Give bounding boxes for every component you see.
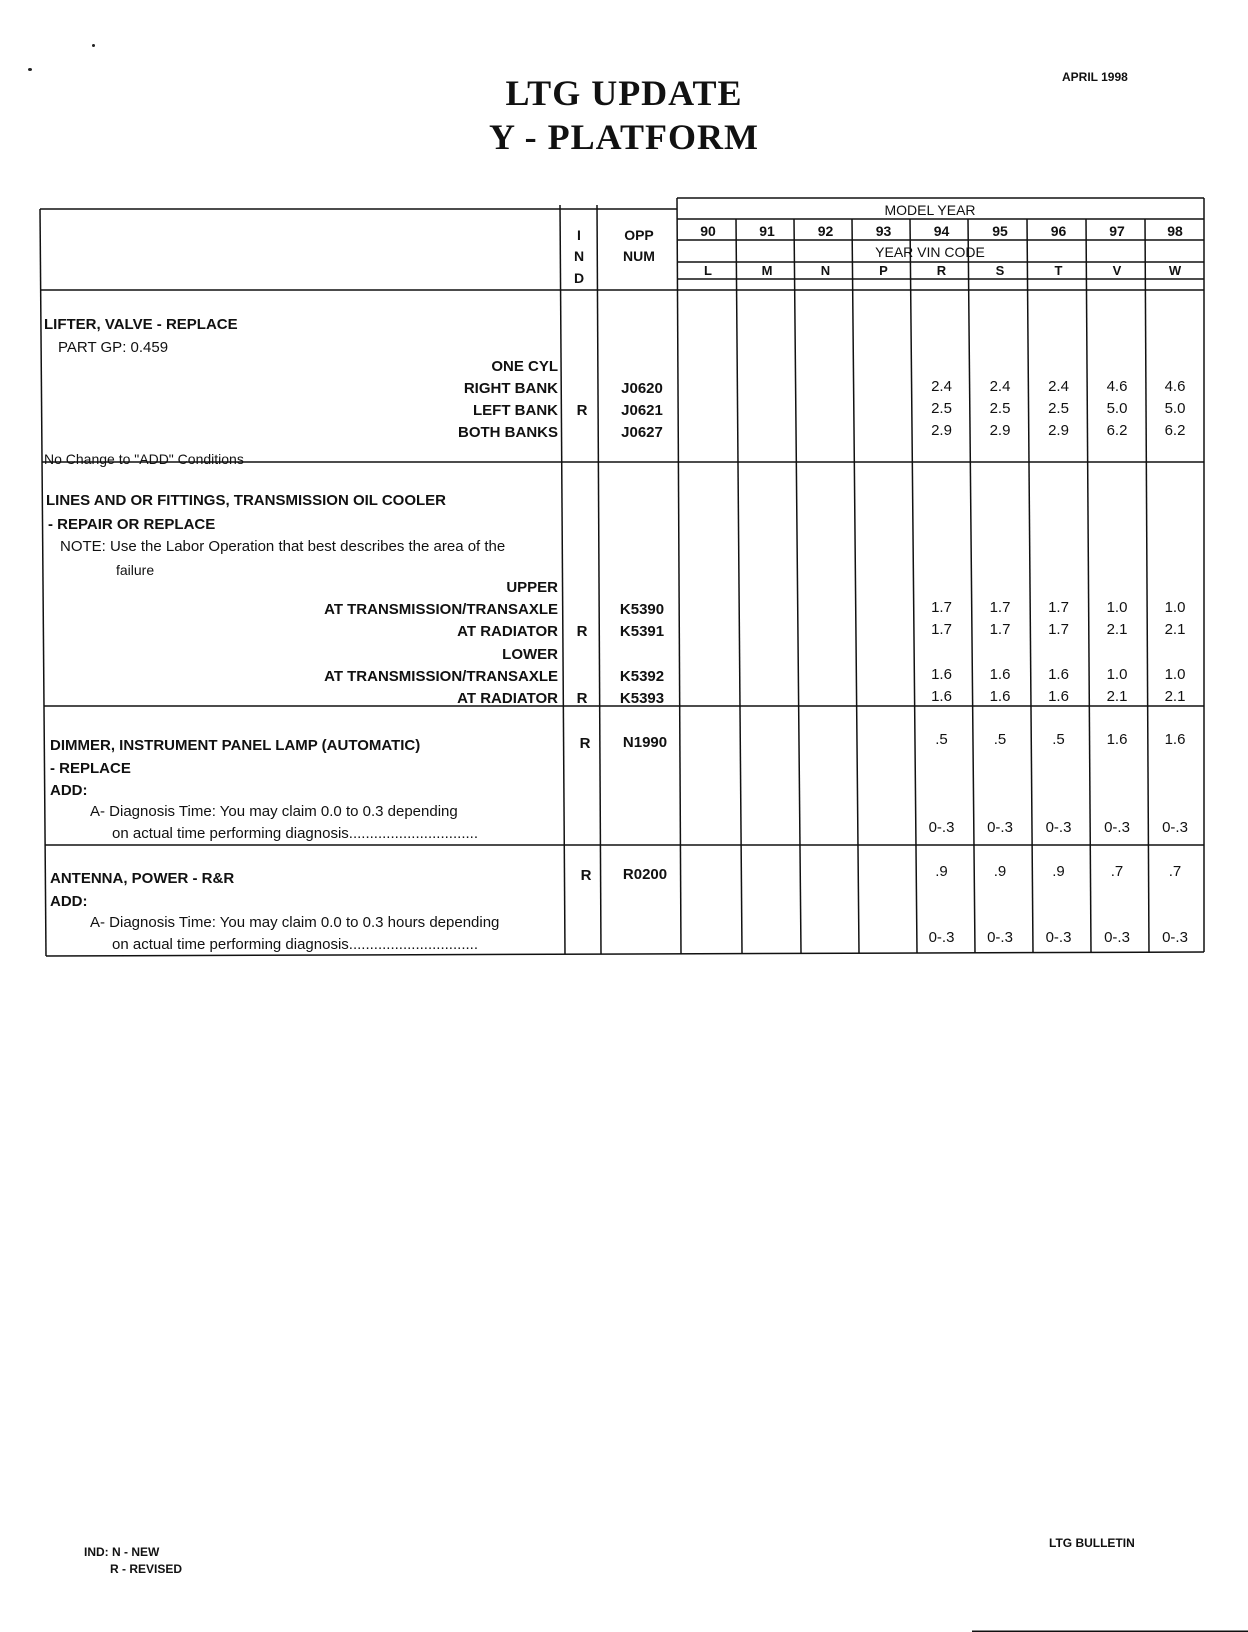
labor-time-value: 1.0 <box>1106 666 1128 683</box>
row-label: AT TRANSMISSION/TRANSAXLE <box>324 668 558 685</box>
sub-label-lower: LOWER <box>502 646 558 663</box>
labor-time-value: 1.6 <box>989 666 1011 683</box>
labor-time-value: 1.7 <box>989 599 1011 616</box>
labor-time-value: 2.9 <box>1048 422 1069 439</box>
section-note: No Change to "ADD" Conditions <box>44 451 244 467</box>
sub-label-one-cyl: ONE CYL <box>491 358 558 375</box>
labor-time-value: 1.7 <box>1048 621 1069 638</box>
opp-number: J0621 <box>621 402 663 419</box>
model-year-cell: 94 <box>933 223 950 239</box>
labor-time-value: 4.6 <box>1106 378 1128 395</box>
vin-code-cell: S <box>995 263 1005 278</box>
labor-time-value: .5 <box>993 731 1007 748</box>
labor-time-value: 0-.3 <box>1045 929 1072 946</box>
row-label: AT RADIATOR <box>457 623 558 640</box>
labor-time-value: 1.6 <box>931 666 952 683</box>
labor-time-value: 5.0 <box>1106 400 1128 417</box>
row-label: LEFT BANK <box>473 402 558 419</box>
labor-time-value: 2.5 <box>1048 400 1069 417</box>
vin-code-cell: T <box>1054 263 1063 278</box>
labor-time-value: 0-.3 <box>987 819 1013 836</box>
opp-number: K5390 <box>619 601 665 618</box>
labor-time-value: 0-.3 <box>1104 929 1130 946</box>
labor-time-value: 0-.3 <box>1162 929 1188 946</box>
model-year-cell: 91 <box>759 223 775 239</box>
labor-time-value: 2.4 <box>1048 378 1069 395</box>
model-year-header: MODEL YEAR <box>884 202 976 218</box>
opp-number: R0200 <box>622 866 668 883</box>
labor-time-value: 6.2 <box>1164 422 1186 439</box>
labor-time-value: 0-.3 <box>1104 819 1130 836</box>
page-subtitle: Y - PLATFORM <box>489 117 759 157</box>
opp-number: J0627 <box>621 424 663 441</box>
labor-time-value: 0-.3 <box>1045 819 1072 836</box>
opp-number: K5392 <box>619 668 665 685</box>
labor-time-value: 1.6 <box>989 688 1011 705</box>
labor-time-value: 4.6 <box>1164 378 1186 395</box>
section-subtitle-lines: - REPAIR OR REPLACE <box>48 516 216 533</box>
labor-time-value: 0-.3 <box>928 819 955 836</box>
note-line: failure <box>116 562 155 578</box>
opp-number: N1990 <box>622 734 668 751</box>
labor-time-value: 0-.3 <box>987 929 1013 946</box>
vin-code-cell: V <box>1112 263 1122 278</box>
labor-time-value: .9 <box>1052 863 1065 880</box>
opp-number: K5393 <box>619 690 665 707</box>
vin-code-cell: P <box>879 263 888 278</box>
ind-header-letter: N <box>573 248 585 264</box>
labor-time-value: .5 <box>935 731 948 748</box>
labor-time-value: 2.5 <box>931 400 952 417</box>
row-label: AT TRANSMISSION/TRANSAXLE <box>324 601 558 618</box>
labor-time-value: 1.7 <box>1048 599 1069 616</box>
sub-label-upper: UPPER <box>506 579 558 596</box>
section-title-dimmer: DIMMER, INSTRUMENT PANEL LAMP (AUTOMATIC) <box>50 737 421 754</box>
diagnosis-line: A- Diagnosis Time: You may claim 0.0 to 0.3 depending <box>90 803 458 820</box>
labor-time-value: 0-.3 <box>1162 819 1188 836</box>
labor-time-value: 1.7 <box>989 621 1011 638</box>
labor-time-value: .7 <box>1110 863 1124 880</box>
labor-time-value: 0-.3 <box>928 929 955 946</box>
section-title-lifter: LIFTER, VALVE - REPLACE <box>44 316 238 333</box>
labor-time-value: 1.6 <box>931 688 952 705</box>
section-title-lines: LINES AND OR FITTINGS, TRANSMISSION OIL COOLER <box>46 492 447 509</box>
ind-legend-new: IND: N - NEW <box>84 1545 160 1559</box>
opp-number: K5391 <box>619 623 665 640</box>
labor-time-value: 1.0 <box>1164 666 1186 683</box>
labor-time-value: 2.1 <box>1164 621 1186 638</box>
model-year-cell: 96 <box>1050 223 1067 239</box>
diagnosis-line: on actual time performing diagnosis............................... <box>112 936 478 953</box>
model-year-cell: 92 <box>817 223 834 239</box>
labor-time-value: 1.7 <box>931 621 952 638</box>
ind-legend-revised: R - REVISED <box>110 1562 183 1576</box>
labor-time-value: 2.1 <box>1106 688 1128 705</box>
num-header: NUM <box>623 248 655 264</box>
vin-code-cell: W <box>1168 263 1182 278</box>
labor-time-value: 1.7 <box>931 599 952 616</box>
vin-code-cell: M <box>761 263 773 278</box>
labor-time-value: 2.5 <box>989 400 1011 417</box>
part-group: PART GP: 0.459 <box>58 339 169 356</box>
model-year-cell: 98 <box>1167 223 1183 239</box>
vin-code-header: YEAR VIN CODE <box>875 244 985 260</box>
model-year-cell: 90 <box>700 223 716 239</box>
row-label: RIGHT BANK <box>463 380 558 397</box>
page-title: LTG UPDATE <box>505 73 743 113</box>
add-label: ADD: <box>50 893 88 910</box>
labor-time-value: 1.0 <box>1164 599 1186 616</box>
ind-header-letter: D <box>573 270 585 286</box>
labor-time-value: 1.6 <box>1164 731 1186 748</box>
section-title-antenna: ANTENNA, POWER - R&R <box>50 870 235 887</box>
labor-time-value: 2.1 <box>1106 621 1128 638</box>
diagnosis-line: on actual time performing diagnosis............................... <box>112 825 478 842</box>
labor-time-value: 2.9 <box>989 422 1011 439</box>
labor-time-value: 6.2 <box>1106 422 1128 439</box>
add-label: ADD: <box>50 782 88 799</box>
vin-code-cell: N <box>820 263 831 278</box>
labor-time-value: .9 <box>993 863 1007 880</box>
row-label: BOTH BANKS <box>458 424 558 441</box>
labor-time-value: 1.6 <box>1048 688 1069 705</box>
ind-value: R <box>576 690 588 707</box>
ind-value: R <box>576 402 588 419</box>
ind-value: R <box>579 735 591 752</box>
note-line: NOTE: Use the Labor Operation that best describes the area of the <box>60 538 506 555</box>
labor-time-value: 2.9 <box>931 422 952 439</box>
labor-time-value: 1.6 <box>1048 666 1069 683</box>
labor-time-value: 1.6 <box>1106 731 1128 748</box>
model-year-cell: 97 <box>1109 223 1125 239</box>
row-label: AT RADIATOR <box>457 690 558 707</box>
bulletin-label: LTG BULLETIN <box>1049 1536 1135 1550</box>
issue-date: APRIL 1998 <box>1062 70 1128 84</box>
ind-header-letter: I <box>577 227 581 243</box>
model-year-cell: 95 <box>992 223 1008 239</box>
labor-time-value: 2.4 <box>931 378 952 395</box>
vin-code-cell: L <box>704 263 712 278</box>
ind-value: R <box>580 867 592 884</box>
labor-time-value: 5.0 <box>1164 400 1186 417</box>
opp-number: J0620 <box>621 380 663 397</box>
vin-code-cell: R <box>936 263 947 278</box>
ind-value: R <box>576 623 588 640</box>
labor-time-value: 2.1 <box>1164 688 1186 705</box>
model-year-cell: 93 <box>875 223 892 239</box>
labor-time-value: 2.4 <box>989 378 1011 395</box>
labor-time-value: .9 <box>935 863 948 880</box>
section-subtitle-dimmer: - REPLACE <box>50 760 131 777</box>
labor-time-value: .5 <box>1052 731 1065 748</box>
diagnosis-line: A- Diagnosis Time: You may claim 0.0 to 0.3 hours depending <box>90 914 500 931</box>
labor-time-value: .7 <box>1168 863 1182 880</box>
opp-header: OPP <box>624 227 654 243</box>
labor-time-value: 1.0 <box>1106 599 1128 616</box>
